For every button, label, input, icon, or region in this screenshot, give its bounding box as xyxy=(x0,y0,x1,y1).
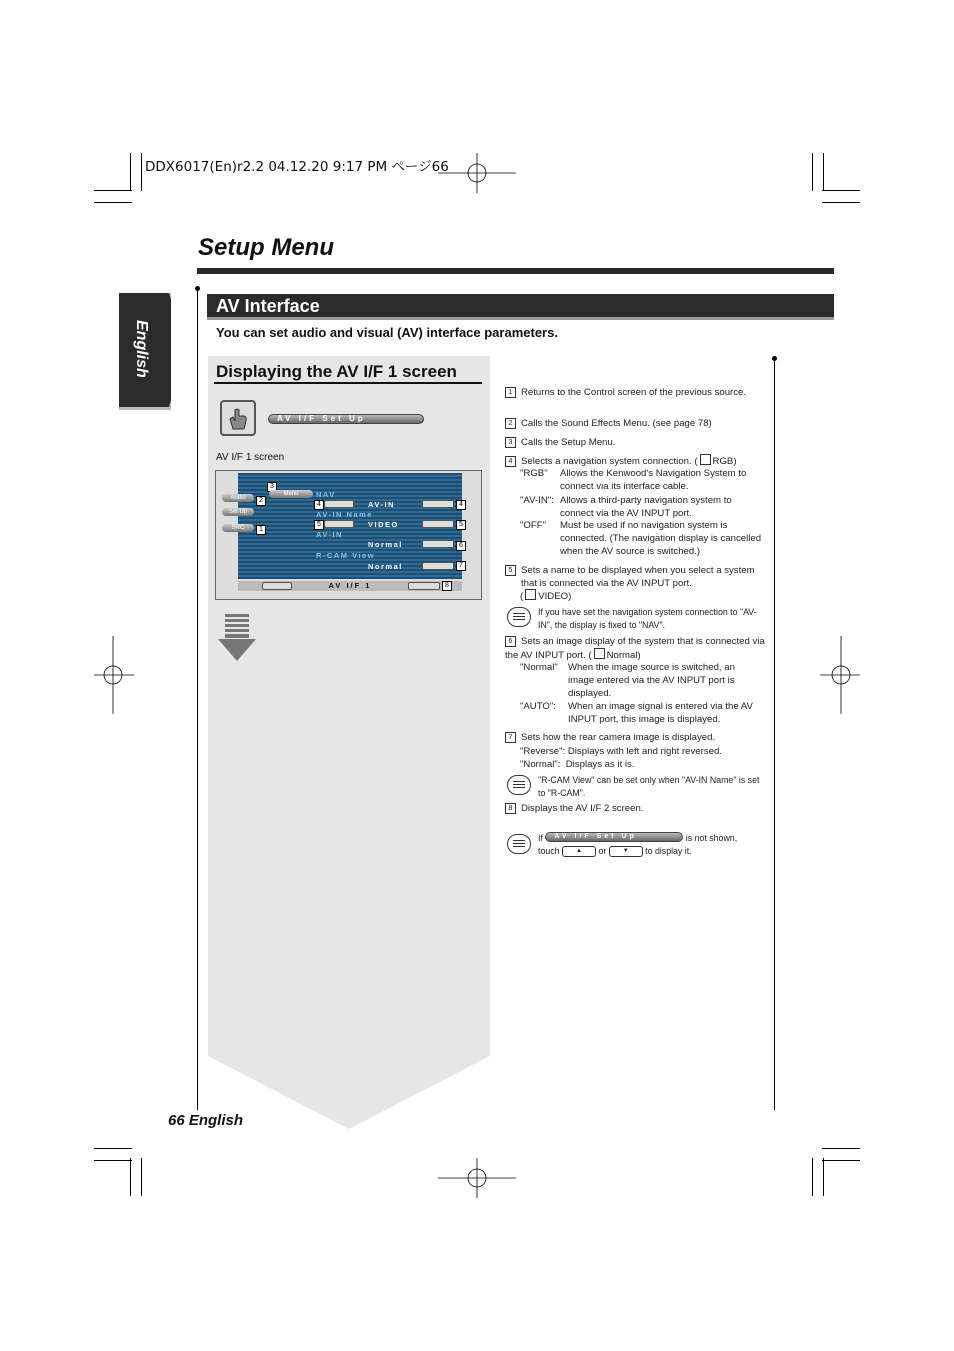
screen-nav-value: AV-IN xyxy=(368,500,395,509)
page-footer: 66 English xyxy=(168,1112,244,1129)
registration-mark xyxy=(438,153,516,193)
margin-line xyxy=(774,360,775,1110)
screen-av-in-label: AV-IN xyxy=(316,530,343,539)
item-1-number: 1 xyxy=(505,387,516,398)
title-rule xyxy=(197,268,834,274)
item-6-text: Sets an image display of the system that is connected via the AV INPUT port. ( xyxy=(505,636,765,661)
crop-mark xyxy=(94,190,132,191)
screen-av-in-name-label: AV-IN Name xyxy=(316,510,373,519)
note-3-line-2 xyxy=(538,845,768,858)
item-2-text: Calls the Sound Effects Menu. (see page 78) xyxy=(521,418,712,429)
item-8 xyxy=(505,802,765,815)
note-icon xyxy=(507,775,531,795)
down-arrow-icon xyxy=(218,614,258,664)
margin-line xyxy=(197,290,198,1110)
screen-bottom-bar: AV I/F 1 xyxy=(238,581,462,591)
screen-next-page-button[interactable] xyxy=(408,582,440,590)
item-2 xyxy=(505,417,765,430)
item-7-number: 7 xyxy=(505,732,516,743)
screen-rcam-button[interactable] xyxy=(422,562,454,570)
item-6-close: ) xyxy=(637,650,641,661)
callout-3: 3 xyxy=(267,482,277,492)
screen-av-in-value: Normal xyxy=(368,540,403,549)
print-header: DDX6017(En)r2.2 04.12.20 9:17 PM ページ66 xyxy=(145,159,449,175)
up-arrow-button[interactable]: ▲ xyxy=(562,846,596,857)
item-6-opt-2-key: "AUTO": xyxy=(520,701,556,712)
margin-dot xyxy=(772,356,777,361)
item-6-number: 6 xyxy=(505,636,516,647)
screen-name-value: VIDEO xyxy=(368,520,399,529)
callout-7: 7 xyxy=(456,561,466,571)
page-title: Setup Menu xyxy=(198,234,334,261)
item-5-default-line: ( VIDEO) xyxy=(520,591,572,602)
default-icon xyxy=(525,589,536,600)
sub-heading: Displaying the AV I/F 1 screen xyxy=(216,362,457,381)
default-icon xyxy=(700,454,711,465)
crop-mark xyxy=(94,202,132,203)
note-1: If you have set the navigation system connection to "AV-IN", the display is fixed to "NAV". xyxy=(538,607,757,630)
registration-mark xyxy=(94,636,134,714)
note-3-not-shown: is not shown, xyxy=(685,833,738,843)
av-if-1-screen xyxy=(215,470,482,600)
note-3-or: or xyxy=(598,846,607,856)
item-4-opt-2-desc: Allows a third-party navigation system to connect via the AV INPUT port. xyxy=(560,495,732,519)
callout-5: 5 xyxy=(314,520,324,530)
screen-nav-next-button[interactable] xyxy=(422,500,454,508)
screen-name-next-button[interactable] xyxy=(422,520,454,528)
note-3-line-1 xyxy=(538,832,768,845)
section-title: AV Interface xyxy=(216,296,320,316)
item-4 xyxy=(505,454,770,468)
screen-nav-label: NAV xyxy=(316,490,336,499)
screen-nav-prev-button[interactable] xyxy=(324,500,354,508)
margin-dot xyxy=(195,286,200,291)
callout-4: 4 xyxy=(314,500,324,510)
default-icon xyxy=(594,648,605,659)
note-icon xyxy=(507,607,531,627)
item-6-default: Normal xyxy=(606,650,638,661)
note-3-touch: touch xyxy=(538,846,560,856)
sub-heading-rule xyxy=(214,382,482,384)
crop-mark xyxy=(141,153,142,191)
item-7-opt-2-desc: Displays as it is. xyxy=(565,759,635,770)
note-3-if: If xyxy=(538,833,543,843)
item-4-close: ) xyxy=(733,456,737,467)
item-4-default: RGB xyxy=(712,456,734,467)
crop-mark xyxy=(141,1158,142,1196)
callout-4-right: 4 xyxy=(456,500,466,510)
item-4-opt-3-key: "OFF" xyxy=(520,520,546,531)
item-7-opt-1-desc: Displays with left and right reversed. xyxy=(567,746,722,757)
crop-mark xyxy=(823,153,824,191)
section-bar xyxy=(207,294,834,320)
item-3-number: 3 xyxy=(505,437,516,448)
item-6-opt-1-key: "Normal" xyxy=(520,662,558,673)
item-1 xyxy=(505,386,765,399)
item-7-opt-1 xyxy=(520,745,770,758)
crop-mark xyxy=(94,1148,132,1149)
callout-2: 2 xyxy=(256,496,266,506)
item-7-text: Sets how the rear camera image is displayed. xyxy=(521,732,716,743)
down-arrow-button[interactable]: ▼ xyxy=(609,846,643,857)
touch-hand-icon xyxy=(220,400,256,436)
screen-src-button[interactable]: SRC xyxy=(222,524,254,532)
crop-mark xyxy=(812,153,813,191)
screen-rcam-value: Normal xyxy=(368,562,403,571)
item-5-default: VIDEO xyxy=(538,591,569,602)
screen-prev-page-button[interactable] xyxy=(262,582,292,590)
item-7-opt-2-key: "Normal": xyxy=(520,759,561,770)
note-3-to-display: to display it. xyxy=(645,846,692,856)
note-2: "R-CAM View" can be set only when "AV-IN Name" is set to "R-CAM". xyxy=(538,775,760,798)
item-5-text: Sets a name to be displayed when you select a system that is connected via the AV INPUT port. xyxy=(521,565,755,589)
item-3-text: Calls the Setup Menu. xyxy=(521,437,616,448)
crop-mark xyxy=(812,1158,813,1196)
item-1-text: Returns to the Control screen of the previous source. xyxy=(521,387,747,398)
screen-av-in-button[interactable] xyxy=(422,540,454,548)
item-8-number: 8 xyxy=(505,803,516,814)
screen-audio-button[interactable]: Audio xyxy=(222,494,254,502)
item-8-text: Displays the AV I/F 2 screen. xyxy=(521,803,644,814)
item-3 xyxy=(505,436,765,449)
side-tab-label: English xyxy=(133,320,150,378)
item-5 xyxy=(505,564,765,590)
item-4-number: 4 xyxy=(505,456,516,467)
item-6-opt-1-desc: When the image source is switched, an image entered via the AV INPUT port is displayed. xyxy=(568,662,735,699)
note-icon xyxy=(507,834,531,854)
item-5-number: 5 xyxy=(505,565,516,576)
crop-mark xyxy=(822,202,860,203)
crop-mark xyxy=(822,190,860,191)
section-subtitle: You can set audio and visual (AV) interface parameters. xyxy=(216,325,558,340)
registration-mark xyxy=(820,636,860,714)
item-4-opt-1-desc: Allows the Kenwood's Navigation System to connect via its interface cable. xyxy=(560,468,747,492)
item-6 xyxy=(505,635,765,662)
note-av-if-setup-button[interactable]: AV I/F Set Up xyxy=(545,832,683,842)
crop-mark xyxy=(823,1158,824,1196)
callout-1: 1 xyxy=(256,525,266,535)
screen-setup-button[interactable]: Set Up xyxy=(222,508,254,516)
item-4-opt-1-key: "RGB" xyxy=(520,468,548,479)
screen-menu-button[interactable]: Menu xyxy=(269,490,313,498)
item-4-opt-2-key: "AV-IN": xyxy=(520,495,554,506)
callout-6: 6 xyxy=(456,541,466,551)
crop-mark xyxy=(822,1148,860,1149)
item-7-opt-1-key: "Reverse": xyxy=(520,746,566,757)
callout-8: 8 xyxy=(442,581,452,591)
screen-rcam-label: R-CAM View xyxy=(316,551,376,560)
crop-mark xyxy=(94,1160,132,1161)
callout-5-right: 5 xyxy=(456,520,466,530)
item-7 xyxy=(505,731,765,744)
registration-mark xyxy=(438,1158,516,1198)
item-7-opt-2 xyxy=(520,758,770,771)
screen-caption: AV I/F 1 screen xyxy=(216,452,285,463)
crop-mark xyxy=(130,153,131,191)
crop-mark xyxy=(130,1158,131,1196)
av-if-setup-button[interactable]: AV I/F Set Up xyxy=(268,414,424,424)
item-4-text: Selects a navigation system connection. ( xyxy=(521,456,698,467)
screen-name-prev-button[interactable] xyxy=(324,520,354,528)
crop-mark xyxy=(822,1160,860,1161)
item-6-opt-2-desc: When an image signal is entered via the AV INPUT port, this image is displayed. xyxy=(568,701,753,725)
item-2-number: 2 xyxy=(505,418,516,429)
item-4-opt-3-desc: Must be used if no navigation system is connected. (The navigation display is cancelled when the AV source is switched.) xyxy=(560,520,762,557)
